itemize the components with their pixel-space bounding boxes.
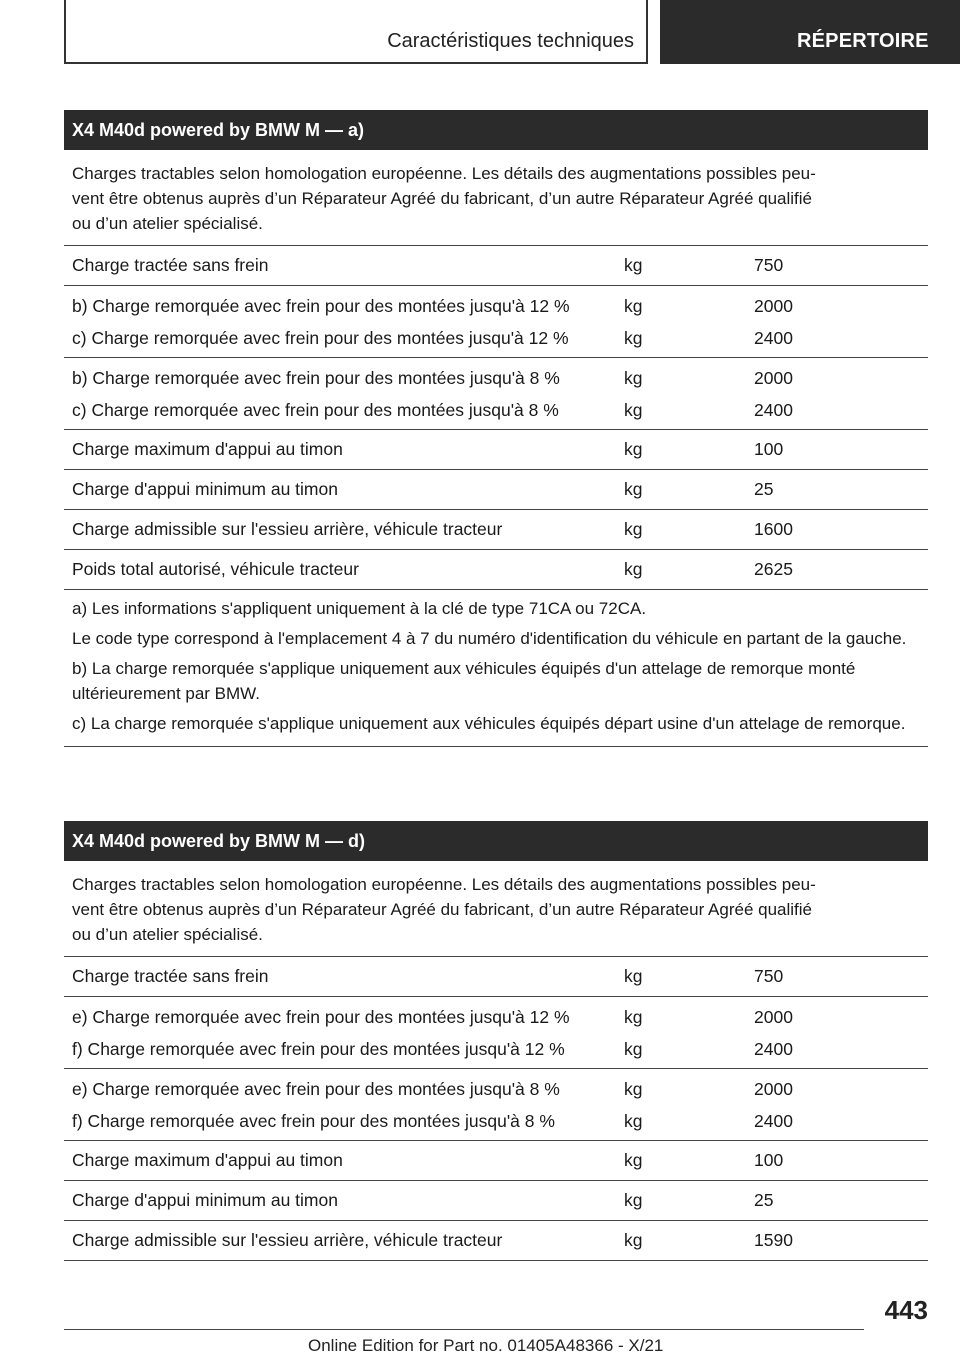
intro-line: Charges tractables selon homologation européenne. Les détails des augmentations possibles peu- [72, 164, 816, 183]
footnote: b) La charge remorquée s'applique uniquement aux véhicules équipés d'un attelage de remorque monté ultérieurement par BMW. [72, 659, 856, 703]
footer-edition: Online Edition for Part no. 01405A48366 - X/21 [308, 1336, 664, 1355]
row-value: 1590 [754, 1230, 793, 1250]
header-tab-label: RÉPERTOIRE [797, 30, 929, 52]
row-value: 2400 [754, 1039, 793, 1059]
intro-line: vent être obtenus auprès d’un Réparateur Agréé du fabricant, d’un autre Réparateur Agréé qualifié [72, 900, 812, 919]
row-label: Charge tractée sans frein [72, 966, 269, 986]
section-intro [64, 861, 928, 957]
header-section-title: Caractéristiques techniques [387, 30, 634, 52]
row-value: 2000 [754, 368, 793, 388]
row-label: f) Charge remorquée avec frein pour des montées jusqu'à 8 % [72, 1111, 555, 1131]
row-unit: kg [624, 255, 643, 275]
intro-line: ou d’un atelier spécialisé. [72, 925, 263, 944]
row-unit: kg [624, 1190, 643, 1210]
table-row [64, 550, 928, 590]
footnotes [64, 590, 928, 747]
row-value: 100 [754, 1150, 784, 1170]
row-unit: kg [624, 479, 643, 499]
table-row [64, 286, 928, 358]
table-row [64, 510, 928, 550]
row-unit: kg [624, 296, 643, 316]
row-unit: kg [624, 1230, 643, 1250]
table-row [64, 358, 928, 430]
table-row [64, 997, 928, 1069]
row-unit: kg [624, 328, 643, 348]
row-unit: kg [624, 368, 643, 388]
spec-section-a [64, 110, 928, 747]
table-row [64, 957, 928, 997]
footer-divider [64, 1329, 864, 1330]
row-unit: kg [624, 519, 643, 539]
row-unit: kg [624, 1111, 643, 1131]
row-value: 750 [754, 966, 784, 986]
section-title: X4 M40d powered by BMW M — a) [64, 110, 928, 150]
intro-line: ou d’un atelier spécialisé. [72, 214, 263, 233]
row-value: 750 [754, 255, 784, 275]
row-value: 2400 [754, 400, 793, 420]
row-label: b) Charge remorquée avec frein pour des montées jusqu'à 8 % [72, 368, 560, 388]
row-label: b) Charge remorquée avec frein pour des montées jusqu'à 12 % [72, 296, 570, 316]
section-title: X4 M40d powered by BMW M — d) [64, 821, 928, 861]
row-value: 25 [754, 1190, 774, 1210]
row-label: f) Charge remorquée avec frein pour des montées jusqu'à 12 % [72, 1039, 565, 1059]
table-row [64, 1069, 928, 1141]
section-intro [64, 150, 928, 246]
table-row [64, 430, 928, 470]
row-label: Charge d'appui minimum au timon [72, 1190, 338, 1210]
footnote: c) La charge remorquée s'applique uniquement aux véhicules équipés départ usine d'un attelage de remorque. [72, 714, 906, 733]
table-row [64, 246, 928, 286]
row-label: Charge admissible sur l'essieu arrière, véhicule tracteur [72, 1230, 503, 1250]
row-unit: kg [624, 1007, 643, 1027]
row-unit: kg [624, 1079, 643, 1099]
row-label: Charge maximum d'appui au timon [72, 439, 343, 459]
row-label: Charge admissible sur l'essieu arrière, véhicule tracteur [72, 519, 503, 539]
row-label: Charge tractée sans frein [72, 255, 269, 275]
header-tab-repertoire[interactable] [660, 0, 960, 64]
spec-section-d [64, 821, 928, 1261]
row-value: 2000 [754, 1079, 793, 1099]
row-label: Poids total autorisé, véhicule tracteur [72, 559, 359, 579]
row-value: 25 [754, 479, 774, 499]
header-section-box [64, 0, 648, 64]
row-unit: kg [624, 559, 643, 579]
table-row [64, 1141, 928, 1181]
intro-line: vent être obtenus auprès d’un Réparateur Agréé du fabricant, d’un autre Réparateur Agréé qualifié [72, 189, 812, 208]
row-label: c) Charge remorquée avec frein pour des montées jusqu'à 8 % [72, 400, 559, 420]
row-unit: kg [624, 1039, 643, 1059]
row-value: 1600 [754, 519, 793, 539]
row-value: 2625 [754, 559, 793, 579]
row-value: 100 [754, 439, 784, 459]
page-number: 443 [884, 1295, 928, 1325]
row-value: 2400 [754, 1111, 793, 1131]
row-label: Charge maximum d'appui au timon [72, 1150, 343, 1170]
row-value: 2000 [754, 1007, 793, 1027]
row-label: c) Charge remorquée avec frein pour des montées jusqu'à 12 % [72, 328, 569, 348]
row-unit: kg [624, 400, 643, 420]
table-row [64, 1221, 928, 1261]
row-unit: kg [624, 439, 643, 459]
row-label: e) Charge remorquée avec frein pour des montées jusqu'à 8 % [72, 1079, 560, 1099]
row-unit: kg [624, 1150, 643, 1170]
row-label: e) Charge remorquée avec frein pour des montées jusqu'à 12 % [72, 1007, 570, 1027]
footnote: a) Les informations s'appliquent uniquement à la clé de type 71CA ou 72CA. [72, 599, 647, 618]
intro-line: Charges tractables selon homologation européenne. Les détails des augmentations possibles peu- [72, 875, 816, 894]
row-label: Charge d'appui minimum au timon [72, 479, 338, 499]
row-unit: kg [624, 966, 643, 986]
row-value: 2400 [754, 328, 793, 348]
table-row [64, 1181, 928, 1221]
table-row [64, 470, 928, 510]
footnote: Le code type correspond à l'emplacement 4 à 7 du numéro d'identification du véhicule en partant de la gauche. [72, 629, 907, 648]
row-value: 2000 [754, 296, 793, 316]
